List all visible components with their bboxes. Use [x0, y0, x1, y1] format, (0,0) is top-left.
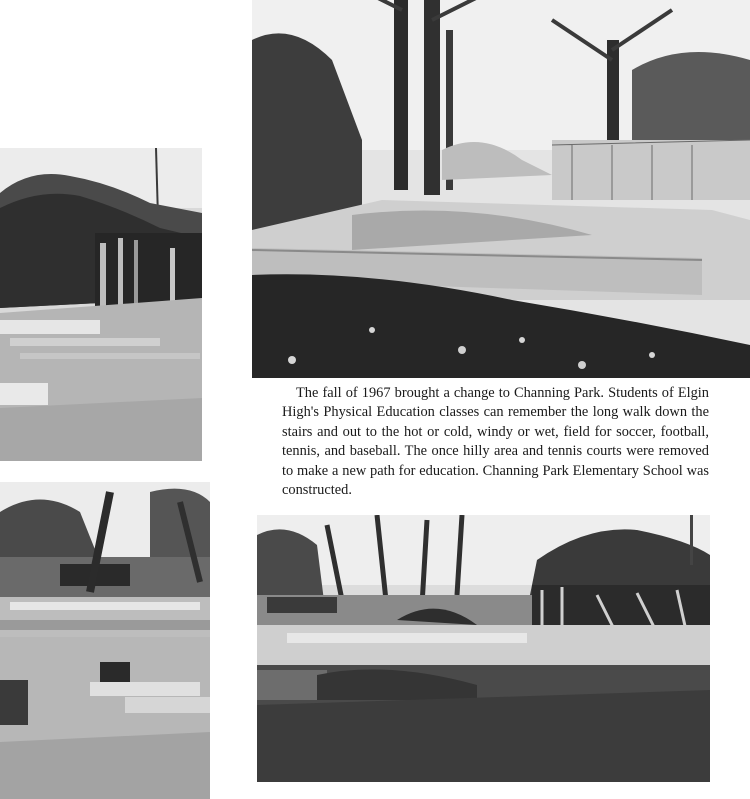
photo-top-right-image: [252, 0, 750, 378]
construction-photo-bottom-right: [257, 515, 710, 782]
photo-caption: The fall of 1967 brought a change to Channing Park. Students of Elgin High's Physical Education classes can remember the long walk down the stairs and out to the hot or cold, windy or wet, field for soccer, football, tennis, and baseball. The once hilly area and tennis courts were removed to make a new path for education. Channing Park Elementary School was constructed.: [282, 385, 709, 499]
construction-photo-bottom-left: [0, 482, 210, 799]
photo-bottom-right-image: [257, 515, 710, 782]
photo-bottom-left-image: [0, 482, 210, 799]
construction-photo-top-right: [252, 0, 750, 378]
photo-top-left-image: [0, 148, 202, 461]
construction-photo-top-left: [0, 148, 202, 461]
